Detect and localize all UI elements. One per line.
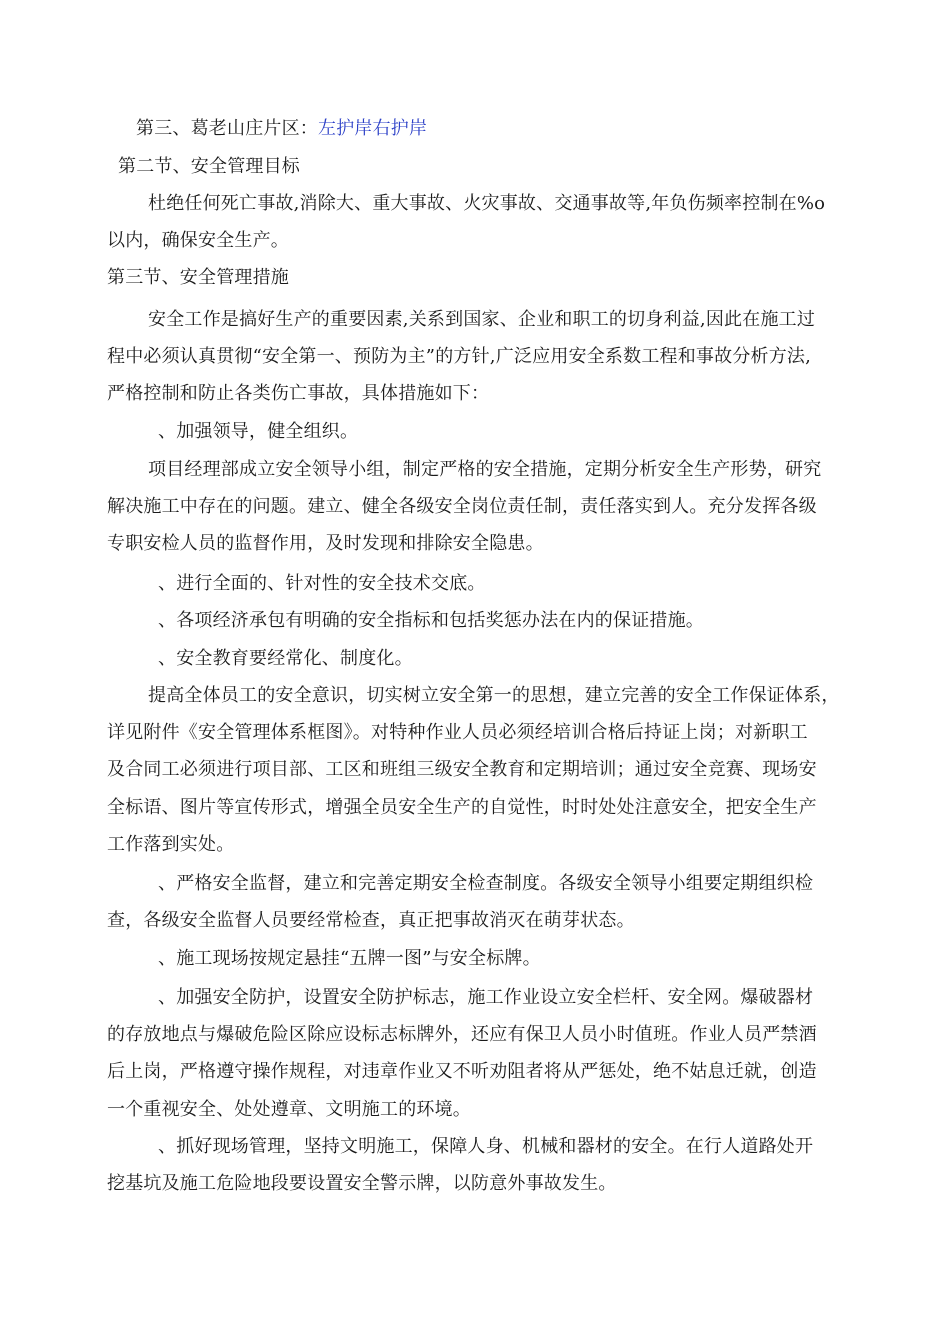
paragraph-line: 解决施工中存在的问题。建立、健全各级安全岗位责任制，责任落实到人。充分发挥各级 — [107, 496, 817, 517]
paragraph-line: 及合同工必须进行项目部、工区和班组三级安全教育和定期培训；通过安全竞赛、现场安 — [107, 759, 817, 780]
list-item: 、加强领导，健全组织。 — [158, 421, 359, 442]
paragraph-line: 严格控制和防止各类伤亡事故，具体措施如下： — [107, 383, 490, 404]
list-item: 、进行全面的、针对性的安全技术交底。 — [158, 573, 486, 594]
paragraph-line: 一个重视安全、处处遵章、文明施工的环境。 — [107, 1099, 471, 1120]
paragraph-line: 程中必须认真贯彻“安全第一、预防为主”的方针,广泛应用安全系数工程和事故分析方法, — [107, 346, 812, 367]
list-item: 、严格安全监督，建立和完善定期安全检查制度。各级安全领导小组要定期组织检 — [158, 873, 814, 894]
paragraph-line: 项目经理部成立安全领导小组，制定严格的安全措施，定期分析安全生产形势，研究 — [148, 459, 822, 480]
paragraph-line: 后上岗，严格遵守操作规程，对违章作业又不听劝阻者将从严惩处，绝不姑息迁就，创造 — [107, 1061, 817, 1082]
section-heading-goals: 第二节、安全管理目标 — [118, 156, 300, 177]
paragraph-line: 安全工作是搞好生产的重要因素,关系到国家、企业和职工的切身利益,因此在施工过 — [148, 309, 816, 330]
area-value-link: 左护岸右护岸 — [318, 118, 428, 139]
area-label: 第三、葛老山庄片区： — [136, 118, 318, 139]
paragraph-line: 全标语、图片等宣传形式，增强全员安全生产的自觉性，时时处处注意安全，把安全生产 — [107, 797, 817, 818]
paragraph-line: 的存放地点与爆破危险区除应设标志标牌外，还应有保卫人员小时值班。作业人员严禁酒 — [107, 1024, 817, 1045]
paragraph-line: 提高全体员工的安全意识，切实树立安全第一的思想，建立完善的安全工作保证体系， — [148, 685, 840, 706]
paragraph-line: 工作落到实处。 — [107, 834, 235, 855]
paragraph-line: 挖基坑及施工危险地段要设置安全警示牌，以防意外事故发生。 — [107, 1173, 617, 1194]
paragraph-line: 专职安检人员的监督作用，及时发现和排除安全隐患。 — [107, 533, 544, 554]
paragraph-line: 查，各级安全监督人员要经常检查，真正把事故消灭在萌芽状态。 — [107, 910, 635, 931]
section-heading-measures: 第三节、安全管理措施 — [107, 267, 289, 288]
list-item: 、抓好现场管理，坚持文明施工，保障人身、机械和器材的安全。在行人道路处开 — [158, 1136, 814, 1157]
list-item: 、各项经济承包有明确的安全指标和包括奖惩办法在内的保证措施。 — [158, 610, 704, 631]
list-item: 、安全教育要经常化、制度化。 — [158, 648, 413, 669]
list-item: 、加强安全防护，设置安全防护标志，施工作业设立安全栏杆、安全网。爆破器材 — [158, 987, 814, 1008]
paragraph-line: 以内，确保安全生产。 — [107, 230, 289, 251]
list-item: 、施工现场按规定悬挂“五牌一图”与安全标牌。 — [158, 948, 541, 969]
section-line-area — [136, 117, 427, 141]
paragraph-line: 详见附件《安全管理体系框图》。对特种作业人员必须经培训合格后持证上岗；对新职工 — [107, 722, 808, 743]
paragraph-line: 杜绝任何死亡事故,消除大、重大事故、火灾事故、交通事故等,年负伤频率控制在%o — [148, 193, 826, 214]
